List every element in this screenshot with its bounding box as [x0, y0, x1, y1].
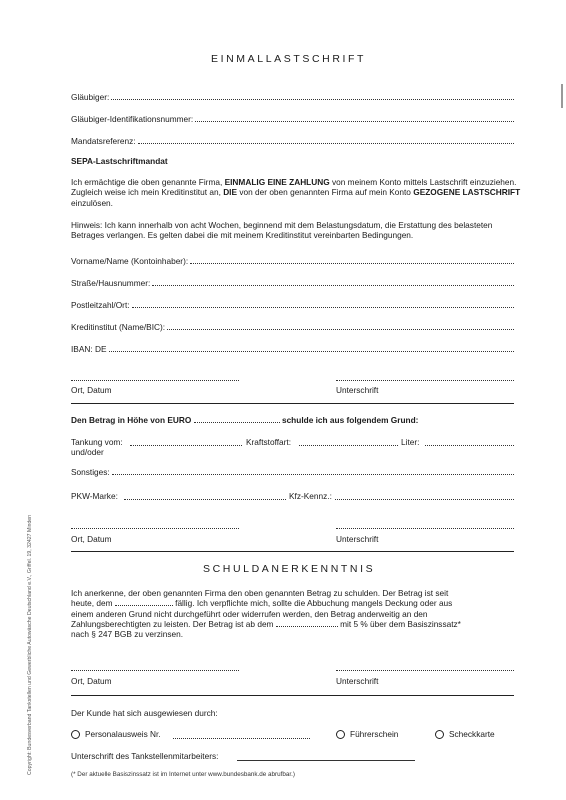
drivers-license-option[interactable] [336, 729, 398, 739]
creditor-field[interactable] [71, 90, 514, 102]
sepa-notice-text: Hinweis: Ich kann innerhalb von acht Wochen, beginnend mit dem Belastungsdatum, die Erstattung des belasteten Betrages verlangen. Es gelten dabei die mit meinem Kreditinstitut vereinbarten Bedingungen. [71, 220, 493, 241]
due-date-blank[interactable] [115, 598, 173, 606]
text-segment: von meinem Konto mittels Lastschrift einzuziehen. Zugleich weise ich mein Kreditinstitut an, [71, 177, 517, 198]
text-line: heute, dem [71, 598, 113, 609]
mandate-reference-field[interactable] [71, 134, 514, 146]
bank-field[interactable] [71, 320, 514, 332]
field-label: Mandatsreferenz: [71, 136, 136, 146]
section-divider [71, 695, 514, 696]
page-title: EINMALLASTSCHRIFT [211, 53, 367, 65]
text-line: einem anderen Grund nicht durchgeführt oder widerrufen werden, den Betrag anderweitig an den [71, 608, 428, 619]
refuel-date-line[interactable] [130, 445, 242, 446]
signature-label: Unterschrift [336, 385, 379, 395]
place-date-line[interactable] [71, 528, 239, 529]
creditor-id-field[interactable] [71, 112, 514, 124]
footnote: (* Der aktuelle Basiszinssatz ist im Internet unter www.bundesbank.de abrufbar.) [71, 771, 295, 778]
plate-line[interactable] [335, 499, 514, 500]
amount-label: Den Betrag in Höhe von EURO [71, 415, 192, 425]
text-segment: einzulösen. [71, 197, 113, 208]
identification-question: Der Kunde hat sich ausgewiesen durch: [71, 708, 218, 718]
liter-label: Liter: [401, 437, 420, 447]
amount-blank[interactable] [194, 415, 280, 423]
text-segment: von der oben genannten Firma auf mein Konto [237, 187, 414, 198]
radio-circle-icon[interactable] [336, 730, 345, 739]
field-label: Straße/Hausnummer: [71, 278, 151, 288]
account-holder-field[interactable] [71, 254, 514, 266]
field-line [111, 98, 514, 100]
signature-label: Unterschrift [336, 676, 379, 686]
section-divider [71, 403, 514, 404]
field-label: IBAN: DE [71, 344, 107, 354]
field-label: Vorname/Name (Kontoinhaber): [71, 256, 189, 266]
field-line [132, 306, 514, 308]
text-segment: Ich ermächtige die oben genannte Firma, [71, 177, 225, 187]
text-emphasis: GEZOGENE LASTSCHRIFT [413, 187, 521, 198]
interest-date-blank[interactable] [276, 619, 338, 627]
fuel-type-label: Kraftstoffart: [246, 437, 292, 447]
cheque-card-option[interactable] [435, 729, 495, 739]
field-label: Gläubiger: [71, 92, 110, 102]
field-line [167, 328, 514, 330]
staff-signature-label: Unterschrift des Tankstellenmitarbeiters: [71, 751, 219, 761]
text-line: fällig. Ich verpflichte mich, sollte die Abbuchung mangels Deckung oder aus [175, 598, 453, 609]
signature-line[interactable] [336, 528, 514, 529]
iban-field[interactable] [71, 342, 514, 354]
field-line [195, 120, 514, 122]
radio-circle-icon[interactable] [435, 730, 444, 739]
refuel-date-label: Tankung vom: [71, 437, 123, 447]
field-label: Postleitzahl/Ort: [71, 300, 130, 310]
radio-circle-icon[interactable] [71, 730, 80, 739]
text-emphasis: EINMALIG EINE ZAHLUNG [224, 177, 330, 187]
copyright-sidebar: Copyright: Bundesverband Tankstellen und Gewerbliche Autowäsche Deutschland e.V., Griffel. 19, 32427 Minden [27, 514, 33, 775]
sepa-mandate-text [71, 177, 521, 208]
field-line [190, 262, 514, 264]
field-label: Kreditinstitut (Name/BIC): [71, 322, 166, 332]
id-number-line[interactable] [173, 738, 310, 739]
text-line: Zahlungsberechtigten zu leisten. Der Betrag ist ab dem [71, 618, 274, 629]
car-brand-line[interactable] [124, 499, 286, 500]
option-label: Personalausweis Nr. [85, 729, 161, 739]
place-date-label: Ort, Datum [71, 385, 112, 395]
place-date-line[interactable] [71, 380, 239, 381]
acknowledgement-text [71, 588, 521, 639]
reason-label: schulde ich aus folgendem Grund: [281, 415, 419, 425]
option-label: Scheckkarte [449, 729, 495, 739]
place-date-label: Ort, Datum [71, 676, 112, 686]
street-field[interactable] [71, 276, 514, 288]
place-date-label: Ort, Datum [71, 534, 112, 544]
field-line [109, 350, 514, 352]
text-line: Ich anerkenne, der oben genannten Firma den oben genannten Betrag zu schulden. Der Betrag ist seit [71, 588, 449, 598]
car-brand-label: PKW-Marke: [71, 491, 118, 501]
option-label: Führerschein [350, 729, 399, 739]
page-edge-mark [561, 84, 563, 108]
field-label: Sonstiges: [71, 467, 110, 477]
misc-field[interactable] [71, 465, 514, 477]
signature-line[interactable] [336, 380, 514, 381]
place-date-line[interactable] [71, 670, 239, 671]
text-emphasis: DIE [223, 187, 238, 198]
section-title: SCHULDANERKENNTNIS [203, 563, 376, 575]
amount-line[interactable] [71, 415, 418, 425]
field-line [138, 142, 514, 144]
staff-signature-line[interactable] [237, 760, 415, 761]
field-line [152, 284, 514, 286]
field-label: Gläubiger-Identifikationsnummer: [71, 114, 194, 124]
and-or-label: und/oder [71, 447, 104, 457]
plate-label: Kfz-Kennz.: [289, 491, 332, 501]
signature-label: Unterschrift [336, 534, 379, 544]
sepa-heading: SEPA-Lastschriftmandat [71, 156, 168, 166]
section-divider [71, 551, 514, 552]
postcode-city-field[interactable] [71, 298, 514, 310]
field-line [112, 473, 514, 475]
id-card-option[interactable] [71, 729, 161, 739]
text-line: mit 5 % über dem Basiszinssatz* [340, 618, 461, 629]
fuel-type-line[interactable] [299, 445, 398, 446]
signature-line[interactable] [336, 670, 514, 671]
text-line: nach § 247 BGB zu verzinsen. [71, 629, 184, 640]
liter-line[interactable] [425, 445, 514, 446]
